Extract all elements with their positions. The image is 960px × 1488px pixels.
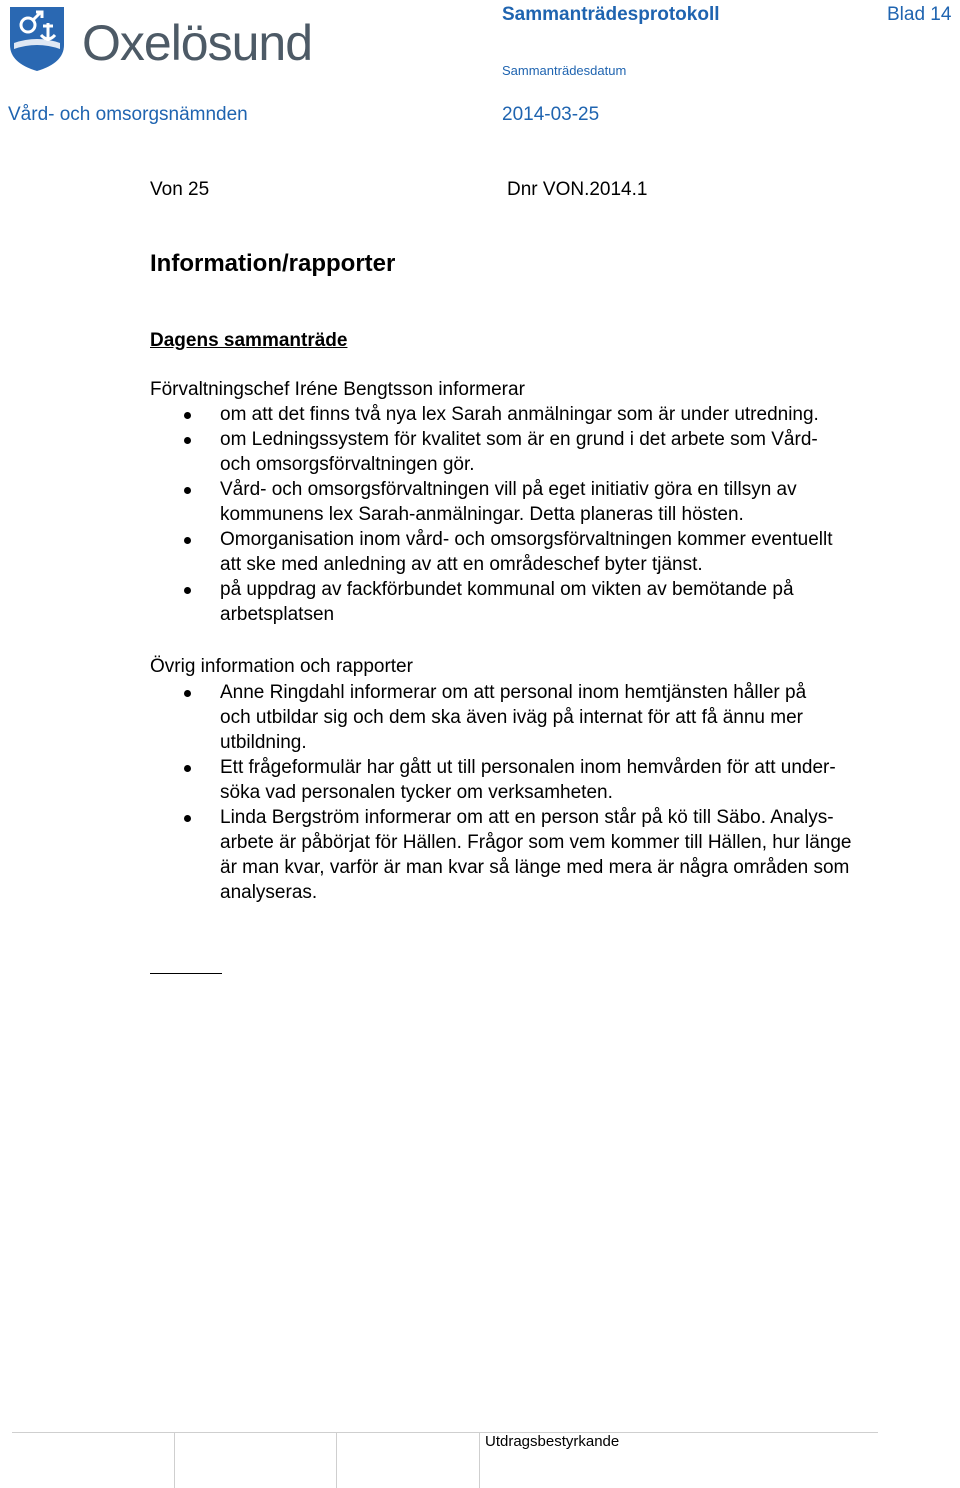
meeting-date: 2014-03-25 — [502, 104, 600, 125]
signature-cell-divider — [479, 1432, 480, 1488]
bullet-icon — [184, 587, 191, 594]
list-item — [150, 477, 940, 527]
info-bullet-list — [150, 402, 940, 627]
subheading-other-information: Övrig information och rapporter — [150, 656, 413, 677]
footer-rule — [12, 1432, 878, 1433]
item-line: analyseras. — [220, 882, 318, 903]
item-line: Omorganisation inom vård- och omsorgsförvaltningen kommer eventuellt — [220, 529, 833, 550]
bullet-icon — [184, 487, 191, 494]
item-line: och utbildar sig och dem ska även iväg på internat för att få ännu mer — [220, 707, 803, 728]
subheading-todays-meeting: Dagens sammanträde — [150, 330, 348, 351]
section-title: Information/rapporter — [150, 250, 396, 277]
list-item — [150, 755, 940, 805]
footnote-divider — [150, 973, 222, 974]
item-line: Anne Ringdahl informerar om att personal inom hemtjänsten håller på — [220, 682, 807, 703]
list-item — [150, 805, 940, 905]
page-number: Blad 14 — [887, 4, 952, 25]
list-item — [150, 402, 940, 427]
item-line: Vård- och omsorgsförvaltningen vill på eget initiativ göra en tillsyn av — [220, 479, 797, 500]
document-type: Sammanträdesprotokoll — [502, 4, 720, 25]
signature-cell-divider — [174, 1432, 175, 1488]
item-line: söka vad personalen tycker om verksamheten. — [220, 782, 613, 803]
signature-cell-divider — [336, 1432, 337, 1488]
item-line: arbetsplatsen — [220, 604, 335, 625]
bullet-icon — [184, 537, 191, 544]
bullet-icon — [184, 690, 191, 697]
list-item — [150, 680, 940, 755]
list-item — [150, 427, 940, 477]
bullet-icon — [184, 412, 191, 419]
list-item — [150, 527, 940, 577]
bullet-icon — [184, 437, 191, 444]
certification-label: Utdragsbestyrkande — [485, 1433, 620, 1450]
intro-text: Förvaltningschef Iréne Bengtsson informerar — [150, 379, 525, 400]
item-line: om Ledningssystem för kvalitet som är en grund i det arbete som Vård- — [220, 429, 818, 450]
section-number: Von 25 — [150, 179, 210, 200]
item-line: Linda Bergström informerar om att en person står på kö till Säbo. Analys- — [220, 807, 834, 828]
other-bullet-list — [150, 680, 940, 905]
item-line: på uppdrag av fackförbundet kommunal om vikten av bemötande på — [220, 579, 794, 600]
item-line: kommunens lex Sarah-anmälningar. Detta planeras till hösten. — [220, 504, 744, 525]
item-line: att ske med anledning av att en områdeschef byter tjänst. — [220, 554, 703, 575]
item-line: Ett frågeformulär har gått ut till personalen inom hemvården för att under- — [220, 757, 836, 778]
item-line: utbildning. — [220, 732, 307, 753]
item-line: om att det finns två nya lex Sarah anmälningar som är under utredning. — [220, 404, 819, 425]
item-line: är man kvar, varför är man kvar så länge med mera är några områden som — [220, 857, 850, 878]
committee-name: Vård- och omsorgsnämnden — [8, 104, 248, 125]
item-line: arbete är påbörjat för Hällen. Frågor som vem kommer till Hällen, hur länge — [220, 832, 852, 853]
bullet-icon — [184, 815, 191, 822]
meeting-date-label: Sammanträdesdatum — [502, 63, 627, 78]
list-item — [150, 577, 940, 627]
logo-wordmark: Oxelösund — [82, 15, 313, 71]
diary-number: Dnr VON.2014.1 — [507, 179, 648, 200]
municipal-coat-of-arms-icon — [8, 5, 66, 73]
item-line: och omsorgsförvaltningen gör. — [220, 454, 475, 475]
bullet-icon — [184, 765, 191, 772]
